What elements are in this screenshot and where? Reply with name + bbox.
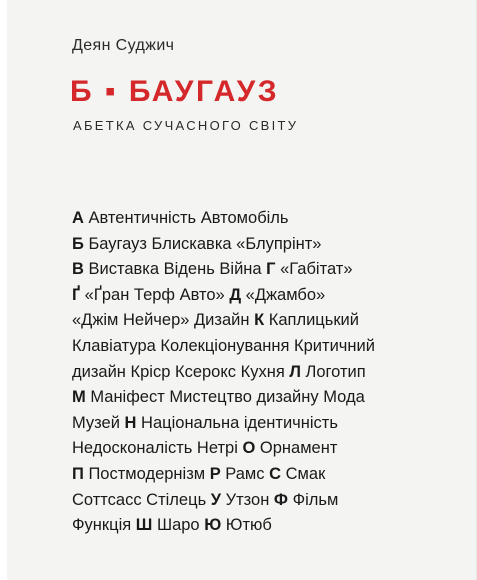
alphabet-letter: Н: [124, 413, 137, 432]
alphabet-letter: О: [242, 439, 256, 458]
alphabet-entries: Смак: [281, 464, 326, 483]
alphabet-entries: Музей: [72, 413, 125, 432]
alphabet-line: [72, 411, 462, 437]
alphabet-letter: В: [72, 260, 84, 279]
alphabet-line: [72, 257, 462, 283]
alphabet-letter: Б: [72, 234, 84, 253]
alphabet-entries: «Габітат»: [275, 260, 353, 279]
alphabet-letter: А: [72, 209, 84, 227]
alphabet-line: [72, 462, 462, 488]
alphabet-entries: Соттсасс Стілець: [72, 490, 211, 509]
alphabet-letter: Ю: [204, 516, 222, 535]
alphabet-entries: «Ґран Терф Авто»: [80, 285, 230, 304]
alphabet-line: [72, 385, 462, 411]
alphabet-line: [72, 206, 462, 232]
alphabet-entries: дизайн Кріср Ксерокс Кухня: [72, 362, 290, 381]
alphabet-entries: Логотип: [300, 362, 366, 381]
alphabet-letter: У: [210, 490, 222, 509]
alphabet-entries: «Джамбо»: [241, 285, 326, 304]
alphabet-entries: Виставка Відень Війна: [83, 260, 267, 279]
alphabet-letter: П: [72, 464, 84, 483]
alphabet-letter: С: [269, 464, 282, 483]
author-name: Деян Суджич: [72, 37, 175, 54]
alphabet-entries: Орнамент: [255, 439, 338, 458]
alphabet-entries: Ютюб: [221, 516, 272, 535]
alphabet-letter: Л: [289, 362, 301, 381]
alphabet-entries: Каплицький: [264, 311, 359, 330]
alphabet-line: [72, 334, 462, 360]
alphabet-letter: Ф: [273, 490, 288, 509]
alphabet-entries: Клавіатура Колекціонування Критичний: [72, 336, 375, 355]
alphabet-entries: Автентичність Автомобіль: [83, 209, 289, 227]
alphabet-entries: Утзон: [221, 490, 274, 509]
alphabet-letter: Р: [209, 464, 221, 483]
alphabet-entries: Рамс: [220, 464, 270, 483]
alphabet-letter: Д: [229, 285, 242, 304]
alphabet-line: [72, 360, 462, 386]
alphabet-line: [72, 232, 462, 258]
alphabet-letter: К: [254, 311, 265, 330]
book-subtitle: АБЕТКА СУЧАСНОГО СВІТУ: [73, 118, 299, 133]
alphabet-entries: Недосконалість Нетрі: [72, 439, 243, 458]
alphabet-entries: Шаро: [152, 516, 205, 535]
alphabet-letter: М: [72, 388, 86, 407]
alphabet-line: [72, 488, 462, 514]
alphabet-entries: Функція: [72, 516, 136, 535]
alphabet-line: [72, 308, 462, 334]
alphabet-list: [72, 206, 462, 539]
alphabet-entries: Фільм: [288, 490, 339, 509]
alphabet-entries: Національна ідентичність: [136, 413, 338, 432]
alphabet-entries: Маніфест Мистецтво дизайну Мода: [85, 388, 365, 407]
alphabet-letter: Ш: [135, 516, 153, 535]
alphabet-line: [72, 283, 462, 309]
alphabet-line: [72, 436, 462, 462]
alphabet-letter: Г: [266, 260, 276, 279]
alphabet-entries: Постмодернізм: [83, 464, 210, 483]
alphabet-entries: «Джім Нейчер» Дизайн: [72, 311, 255, 330]
alphabet-letter: Ґ: [72, 285, 81, 304]
book-cover: [7, 0, 477, 580]
book-title: Б ▪ БАУГАУЗ: [70, 75, 280, 108]
alphabet-line: [72, 513, 462, 539]
alphabet-entries: Баугауз Блискавка «Блупрінт»: [83, 234, 322, 253]
